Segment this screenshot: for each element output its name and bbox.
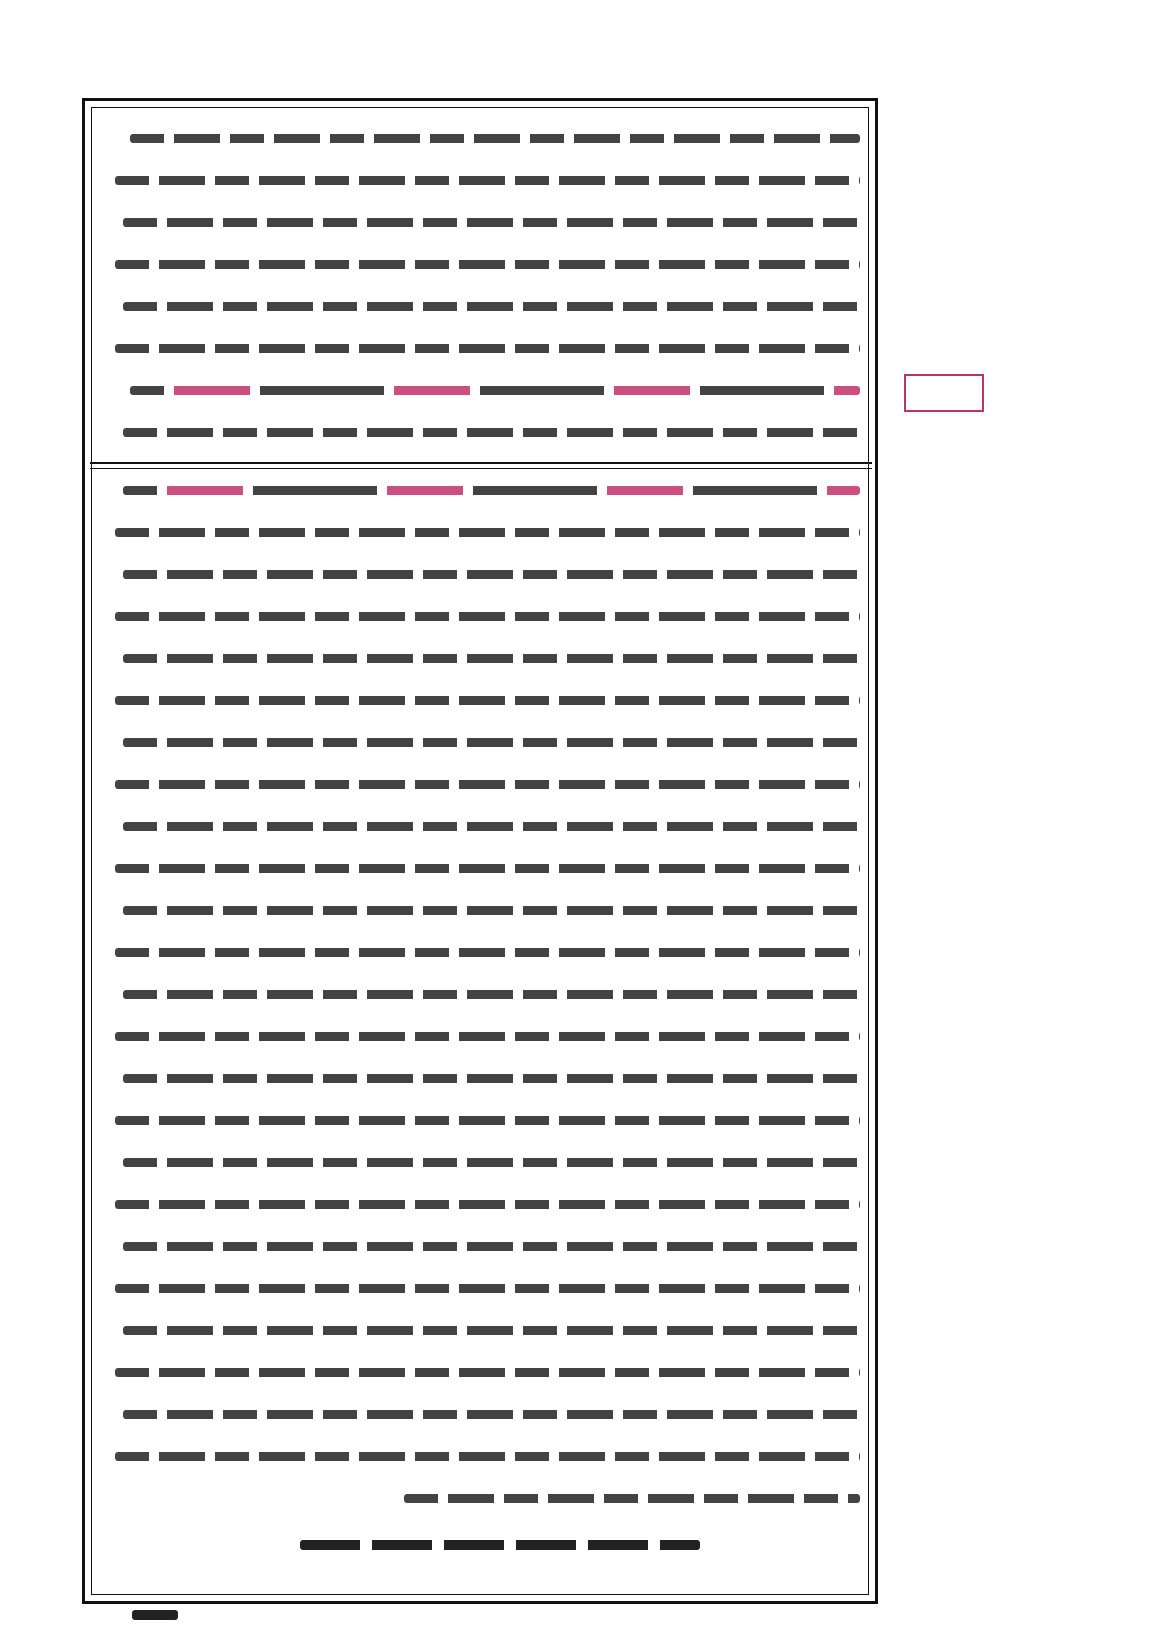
text-line bbox=[130, 386, 860, 395]
text-line bbox=[115, 1116, 860, 1125]
text-line bbox=[123, 486, 860, 495]
text-line bbox=[123, 1242, 860, 1251]
text-line bbox=[123, 218, 860, 227]
text-line bbox=[123, 654, 860, 663]
page-number bbox=[440, 52, 560, 96]
text-line bbox=[123, 1410, 860, 1419]
text-line bbox=[115, 612, 860, 621]
text-line bbox=[130, 134, 860, 143]
text-line bbox=[115, 528, 860, 537]
text-line bbox=[115, 1032, 860, 1041]
catchword-stroke bbox=[132, 1610, 178, 1620]
text-line bbox=[115, 1284, 860, 1293]
text-line bbox=[115, 696, 860, 705]
box-divider bbox=[90, 462, 872, 464]
running-header-part bbox=[678, 52, 858, 96]
chapter-heading-stroke bbox=[300, 1540, 700, 1550]
text-line bbox=[123, 1158, 860, 1167]
text-line bbox=[115, 1452, 860, 1461]
text-line bbox=[404, 1494, 860, 1503]
text-line bbox=[115, 344, 860, 353]
text-line bbox=[115, 176, 860, 185]
text-line bbox=[123, 822, 860, 831]
text-line bbox=[123, 990, 860, 999]
text-line bbox=[123, 1074, 860, 1083]
commentary-text-box bbox=[100, 478, 860, 1578]
text-line bbox=[115, 948, 860, 957]
hadith-number-badge bbox=[904, 374, 984, 412]
text-line bbox=[115, 780, 860, 789]
text-line bbox=[123, 570, 860, 579]
text-line bbox=[123, 428, 860, 437]
text-line bbox=[123, 302, 860, 311]
text-line bbox=[115, 1368, 860, 1377]
hadith-text-box bbox=[100, 116, 860, 456]
text-line bbox=[115, 1200, 860, 1209]
text-line bbox=[115, 260, 860, 269]
text-line bbox=[115, 864, 860, 873]
text-line bbox=[123, 738, 860, 747]
text-line bbox=[123, 906, 860, 915]
text-line bbox=[123, 1326, 860, 1335]
box-divider-inner bbox=[90, 468, 872, 469]
